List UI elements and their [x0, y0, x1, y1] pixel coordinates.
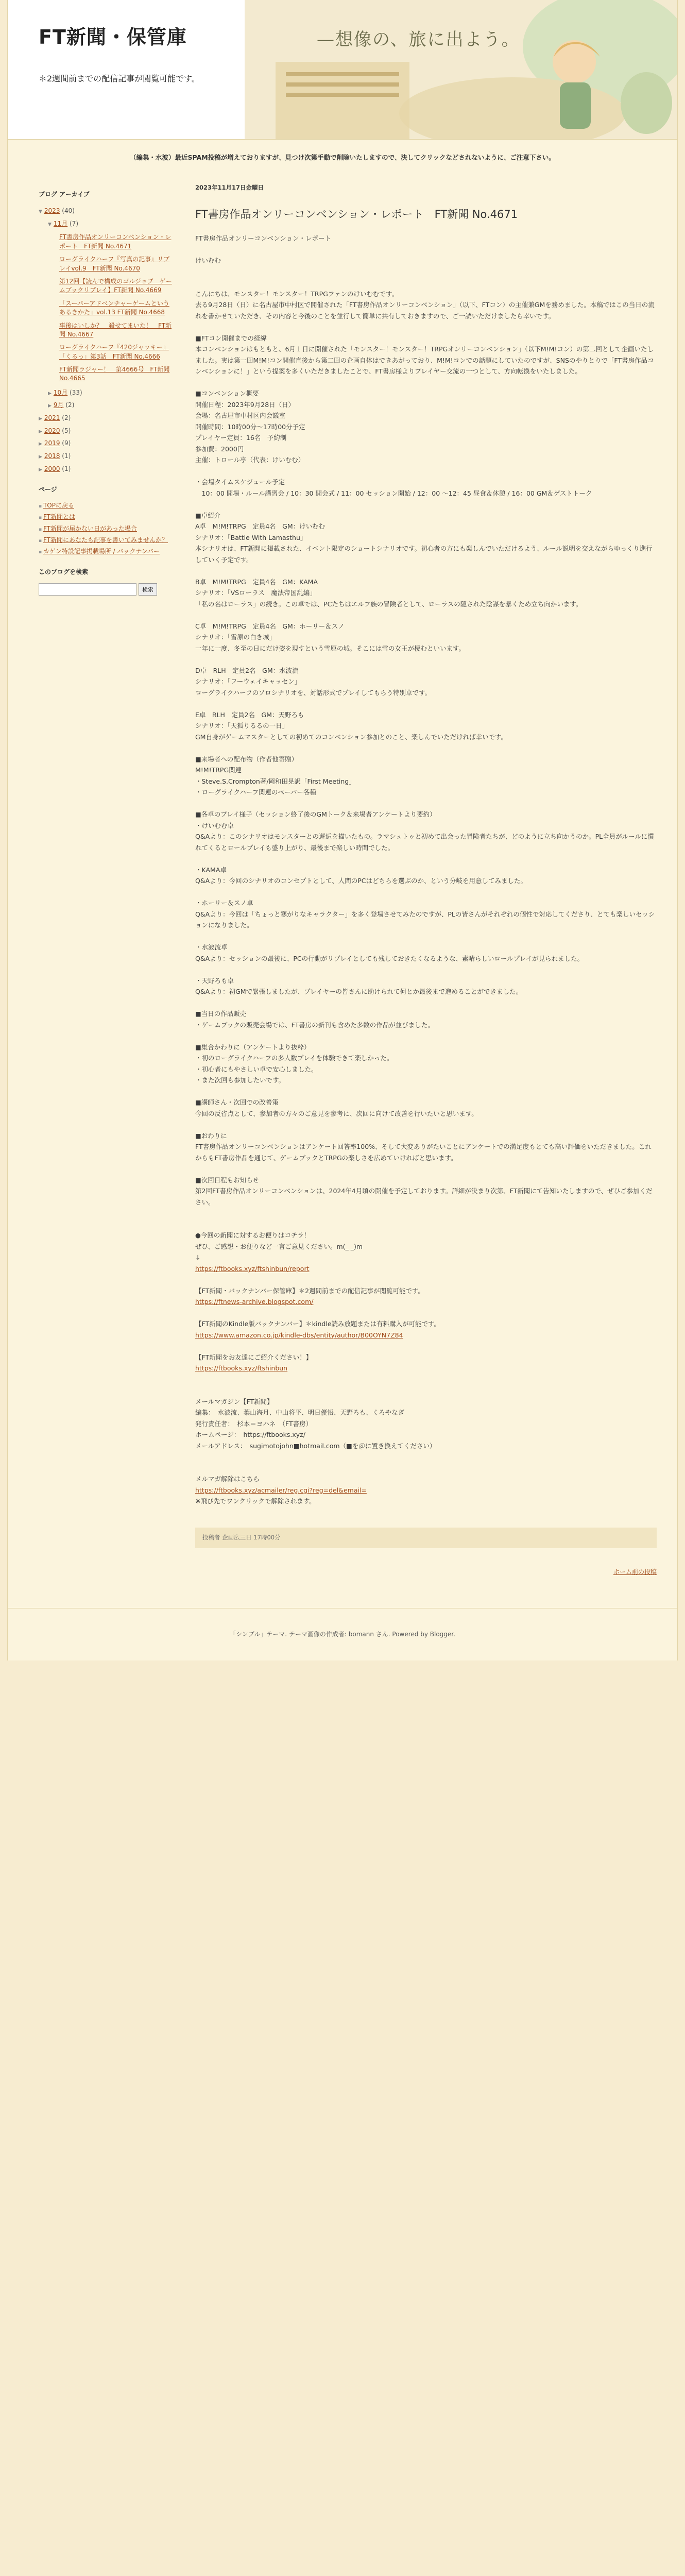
archive-month[interactable] [39, 218, 173, 229]
body-line: 主催：トロール亭（代表：けいむむ） [195, 456, 305, 464]
body-line: 開催日程：2023年9月28日（日） [195, 400, 295, 409]
body-link[interactable]: https://ftnews-archive.blogspot.com/ [195, 1298, 314, 1306]
body-line [195, 798, 657, 809]
archive-year[interactable] [39, 413, 173, 423]
body-line: Q&Aより：今回は「ちょっと寒がりなキャラクター」を多く登場させてみたのですが、PLの皆さんがそれぞれの個性で対応してくださり、とても楽しいセッションになりました。 [195, 910, 655, 929]
body-line [195, 742, 657, 754]
body-line: C卓 M!M!TRPG 定員4名 GM：ホーリー＆スノ [195, 622, 345, 630]
archive-post-item [39, 233, 173, 251]
sidebar [39, 179, 180, 1578]
body-line [195, 565, 657, 577]
body-line: Q&Aより：今回のシナリオのコンセプトとして、人間のPCはどちらを選ぶのか、という分岐を用意してみました。 [195, 877, 527, 885]
body-line: メールマガジン【FT新聞】 [195, 1397, 273, 1405]
body-link[interactable]: https://www.amazon.co.jp/kindle-dbs/entity/author/B00OYN7Z84 [195, 1331, 403, 1339]
body-line: ■当日の作品販売 [195, 1010, 247, 1018]
post-title[interactable]: FT書房作品オンリーコンベンション・レポート FT新聞 No.4671 [195, 208, 518, 221]
body-line [195, 1451, 657, 1463]
toggle-icon[interactable]: ▶ [39, 454, 42, 460]
archive-post-link[interactable]: FT書房作品オンリーコンベンション・レポート FT新聞 No.4671 [59, 233, 172, 250]
post-body [195, 233, 657, 1507]
body-line: ・会場タイムスケジュール予定 [195, 478, 285, 486]
body-line: ・初のローグライクハーフの多人数プレイを体験できて楽しかった。 [195, 1054, 393, 1062]
body-line: ぜひ、ご感想・お便りなど一言ご意見ください。m(_ _)m [195, 1242, 363, 1250]
body-line: プレイヤー定員：16名 予約制 [195, 434, 287, 442]
body-link[interactable]: https://ftbooks.xyz/ftshinbun/report [195, 1264, 310, 1273]
archive-link[interactable]: 2020 [44, 427, 60, 434]
toggle-icon[interactable]: ▶ [48, 403, 52, 409]
toggle-icon[interactable]: ▼ [39, 209, 42, 215]
page-link[interactable]: FT新聞が届かない日があった場合 [43, 524, 137, 532]
archive-count: (2) [60, 414, 71, 422]
body-line [195, 1330, 657, 1341]
body-line: ■来場者への配布物（作者他寄贈） [195, 755, 298, 763]
blog-header [8, 0, 677, 140]
toggle-icon[interactable]: ▶ [39, 442, 42, 447]
home-link[interactable]: ホーム [613, 1568, 632, 1575]
search-input[interactable] [39, 583, 136, 596]
body-line [195, 1341, 657, 1352]
body-line [195, 887, 657, 898]
archive-post-item [39, 365, 173, 383]
body-line: ■コンベンション概要 [195, 389, 259, 398]
body-line: ローグライクハーフのソロシナリオを、対話形式でプレイしてもらう特別卓です。 [195, 688, 432, 697]
body-line [195, 244, 657, 256]
page-link[interactable]: FT新聞にあなたも記事を書いてみませんか？ [43, 536, 168, 544]
body-line: 一年に一度、冬至の日にだけ姿を現すという雪原の城。そこには雪の女王が棲むといいます。 [195, 644, 466, 652]
spam-notice: （編集・水波）最近SPAM投稿が増えておりますが、見つけ次第手動で削除いたしますので、決してクリックなどされないように、ご注意下さい。 [130, 154, 555, 161]
body-line: ・KAMA卓 [195, 866, 227, 874]
body-line: ・また次回も参加したいです。 [195, 1076, 285, 1084]
body-line: シナリオ：「Battle With Lamasthu」 [195, 533, 307, 541]
body-line: FT書房作品オンリーコンベンションはアンケート回答率100%、そして大変ありがたいことにアンケートでの満足度もとても高い評価をいただきました。これからもFT書房作品を通じて、ゲームブックとTRPGの楽しさを広めていければと思います。 [195, 1143, 652, 1162]
body-line: M!M!TRPG関連 [195, 766, 242, 774]
body-line: ・Steve.S.Crompton著/岡和田晃訳「First Meeting」 [195, 777, 355, 785]
body-line: ■おわりに [195, 1131, 227, 1140]
body-line: シナリオ：「VSローラス 魔法帝国乱編」 [195, 589, 316, 597]
page [7, 0, 678, 1660]
archive-year[interactable] [39, 426, 173, 436]
archive-count: (7) [67, 219, 79, 227]
body-line: ・天野ろも卓 [195, 976, 234, 985]
body-line [195, 1219, 657, 1230]
body-line [195, 1385, 657, 1396]
body-line: ■各卓のプレイ様子（セッション終了後のGMトーク＆来場者アンケートより要約） [195, 810, 436, 819]
body-line: Q&Aより：このシナリオはモンスターとの邂逅を描いたもの。ラマシュトゥと初めて出会った冒険者たちが、どのように立ち向かうのか。PL全員がルールに慣れてくるとロールプレイも盛り上がり、最後まで楽しい時間でした。 [195, 833, 654, 852]
body-line [195, 499, 657, 510]
body-line: 開催時間：10時00分〜17時00分予定 [195, 422, 305, 431]
body-line: ※飛び先でワンクリックで解除されます。 [195, 1497, 316, 1505]
body-line [195, 1274, 657, 1285]
body-line: シナリオ：「天狐りるるの一日」 [195, 722, 289, 730]
body-line: ・初心者にもやさしい卓で安心しました。 [195, 1065, 318, 1073]
archive-post-link[interactable]: 第12回【読んで構成のゴルジョブ ゲームブックリプレイ】FT新聞 No.4669 [59, 277, 172, 294]
body-line: ・けいむむ卓 [195, 821, 234, 829]
body-line: 今回の反省点として、参加者の方々のご意見を参考に、次回に向けて改善を行いたいと思います。 [195, 1109, 478, 1117]
body-line: シナリオ：「雪原の白き城」 [195, 633, 276, 641]
archive-post-link[interactable]: 「スーパーアドベンチャーゲームというあるきかた」vol.13 FT新聞 No.4668 [59, 299, 169, 316]
body-line: 第2回FT書房作品オンリーコンベンションは、2024年4月頃の開催を予定しております。詳細が決まり次第、FT新聞にて告知いたしますので、ぜひご参加ください。 [195, 1187, 653, 1206]
body-line [195, 698, 657, 709]
body-link[interactable]: https://ftbooks.xyz/acmailer/reg.cgi?reg=del&email= [195, 1486, 367, 1494]
body-line: 【FT新聞・バックナンバー保管庫】＊2週間前までの配信記事が閲覧可能です。 [195, 1286, 425, 1295]
page-item [39, 536, 173, 545]
archive-post-link[interactable]: ローグライクハーフ『420ジャッキー』「くるっ」第3話 FT新聞 No.4666 [59, 344, 169, 360]
body-line: ・ローグライクハーフ関連のペーパー各種 [195, 788, 316, 796]
body-line: ・ホーリー＆スノ卓 [195, 899, 253, 907]
body-line: ■FTコン開催までの経緯 [195, 334, 267, 342]
body-line [195, 1263, 657, 1275]
body-line: シナリオ：「フーウェイキャッセン」 [195, 677, 301, 686]
body-line [195, 1296, 657, 1308]
body-line: 本コンベンションはもともと、6月１日に開催された「モンスター！モンスター！TRPGオンリーコンベンション」（以下M!M!コン）の第二回として企画いたしました。実は第一回M!M!コン開催直後から第二回の企画自体はできあがっており、M!M!コンでの話題にしていたのですが、SNSのやりとりで「FT書房作品コンベンションに！」という提案を多くいただきましたことで、FT書房様よりプレイヤー交流の一つとして、方向転換をいたしました。 [195, 345, 654, 376]
body-line: メールアドレス： sugimotojohn■hotmail.com（■を＠に置き換えてください） [195, 1442, 436, 1450]
body-line [195, 997, 657, 1009]
body-line [195, 1030, 657, 1042]
body-line [195, 1308, 657, 1319]
archive-link[interactable]: 10月 [53, 388, 68, 396]
archive-post-link[interactable]: ローグライクハーフ『写真の記事』リプレイvol.9 FT新聞 No.4670 [59, 256, 170, 272]
body-line [195, 1086, 657, 1097]
body-line [195, 1119, 657, 1130]
body-line: ■講師さん・次回での改善策 [195, 1098, 279, 1107]
body-line [195, 931, 657, 942]
archive-link[interactable]: 9月 [53, 401, 64, 409]
body-line: 本シナリオは、FT新聞に掲載された、イベント限定のショートシナリオです。初心者の方にも楽しんでいただけるよう、ルール説明を交えながらゆっくり進行していく予定です。 [195, 545, 653, 564]
toggle-icon[interactable]: ▶ [39, 429, 42, 434]
body-line: ・水波流卓 [195, 943, 228, 952]
body-line [195, 1374, 657, 1385]
blog-description: ＊2週間前までの配信記事が閲覧可能です。 [39, 74, 200, 84]
archive-post-item [39, 343, 173, 361]
body-line: 「私の名はローラス」の続き。この卓では、PCたちはエルフ族の冒険者として、ローラスの隠された陰謀を暴くため立ち向かいます。 [195, 600, 583, 608]
post-date: 2023年11月17日金曜日 [195, 183, 264, 191]
body-line: 会場：名古屋市中村区内会議室 [195, 412, 286, 420]
search-button[interactable]: 検索 [139, 583, 157, 596]
pages-list [39, 501, 173, 556]
search-heading: このブログを検索 [39, 568, 89, 575]
body-line [195, 377, 657, 388]
archive-year[interactable] [39, 438, 173, 449]
body-line: メルマガ解除はこちら [195, 1475, 260, 1483]
toggle-icon[interactable]: ▶ [48, 391, 52, 396]
body-link[interactable]: https://ftbooks.xyz/ftshinbun [195, 1364, 288, 1372]
body-line: ・ゲームブックの販売会場では、FT書房の新刊も含めた多数の作品が並びました。 [195, 1021, 434, 1029]
pages-heading: ページ [39, 486, 57, 494]
archive-post-link[interactable]: FT新聞ラジャー！ 第4666号 FT新聞 No.4665 [59, 366, 170, 382]
body-line: ●今回の新聞に対するお便りはコチラ！ [195, 1231, 311, 1240]
archive-post-link[interactable]: 事後はいしか？ 殺せてまいた！ FT新聞 No.4667 [59, 321, 172, 338]
archive-post-item [39, 255, 173, 273]
page-link[interactable]: カゲン特設記事掲載場所 / バックナンバー [43, 548, 160, 555]
body-line: Q&Aより：セッションの最後に、PCの行動がリプレイとしても残しておきたくなるような、素晴らしいロールプレイが見られました。 [195, 954, 584, 962]
archive-month[interactable] [39, 387, 173, 398]
header-illustration [245, 0, 677, 139]
post-footer: 投稿者 企画広三日 17時00分 [195, 1528, 657, 1548]
body-line [195, 1163, 657, 1175]
archive-year[interactable] [39, 206, 173, 216]
body-line: 10：00 開場・ルール講習会 / 10：30 開会式 / 11：00 セッション開始 / 12：00 〜12：45 昼食＆休憩 / 16：00 GM＆ゲストトーク [195, 489, 592, 497]
page-link[interactable]: FT新聞とは [43, 513, 75, 521]
archive-link[interactable]: 2000 [44, 465, 60, 472]
body-line: 発行責任者： 杉本＝ヨハネ （FT書房） [195, 1419, 313, 1428]
body-line: D卓 RLH 定員2名 GM：水波流 [195, 666, 299, 674]
archive-year[interactable] [39, 451, 173, 462]
body-line: ■集合かわりに（アンケートより抜粋） [195, 1043, 311, 1051]
archive-count: (33) [67, 388, 82, 396]
body-line: B卓 M!M!TRPG 定員4名 GM：KAMA [195, 578, 318, 586]
body-line: GM自身がゲームマスターとしての初めてのコンベンション参加とのこと、楽しんでいただければ幸いです。 [195, 733, 508, 741]
body-line [195, 1463, 657, 1474]
body-line [195, 853, 657, 865]
archive-count: (1) [60, 452, 71, 460]
post-navigation [195, 1567, 657, 1578]
body-line [195, 321, 657, 333]
body-line [195, 277, 657, 289]
archive-count: (1) [60, 465, 71, 472]
body-line: 参加費：2000円 [195, 445, 244, 453]
body-line [195, 964, 657, 975]
body-line [195, 266, 657, 278]
body-line: けいむむ [195, 257, 221, 265]
page-item [39, 524, 173, 533]
archive-post-item [39, 299, 173, 317]
body-line [195, 1485, 657, 1496]
toggle-icon[interactable]: ▶ [39, 416, 42, 422]
archive-count: (5) [60, 427, 71, 434]
body-line: 編集： 水波流、葉山海月、中山将平、明日優悟、天野ろも、くろやなぎ [195, 1409, 405, 1417]
page-item [39, 513, 173, 521]
body-line: 【FT新聞のKindle版バックナンバー】＊kindle読み放題または有料購入が可能です。 [195, 1320, 441, 1328]
toggle-icon[interactable]: ▼ [48, 222, 52, 227]
page-item [39, 501, 173, 510]
page-link[interactable]: TOPに戻る [43, 501, 74, 509]
body-line: FT書房作品オンリーコンベンション・レポート [195, 234, 332, 243]
blog-footer: 「シンプル」テーマ. テーマ画像の作成者: bomann さん. Powered by Blogger. [8, 1608, 677, 1660]
archive-count: (9) [60, 439, 71, 447]
body-line [195, 654, 657, 665]
search-box [39, 583, 173, 596]
archive-link[interactable]: 2018 [44, 452, 60, 460]
archive-count: (40) [60, 207, 75, 215]
archive-year[interactable] [39, 464, 173, 474]
older-post-link[interactable]: 前の投稿 [631, 1568, 657, 1575]
body-line [195, 466, 657, 477]
page-item [39, 547, 173, 556]
archive-post-item [39, 321, 173, 340]
blog-archive [39, 206, 173, 474]
body-line: ■次回日程もお知らせ [195, 1176, 259, 1184]
body-line [195, 1208, 657, 1219]
body-line: 【FT新聞をお友達にご紹介ください！】 [195, 1353, 313, 1361]
blog-title[interactable]: FT新聞・保管庫 [39, 26, 187, 48]
main-content [180, 179, 657, 1578]
archive-link[interactable]: 2019 [44, 439, 60, 447]
archive-heading: ブログ アーカイブ [39, 190, 90, 198]
body-line: E卓 RLH 定員2名 GM：天野ろも [195, 710, 304, 719]
toggle-icon[interactable]: ▶ [39, 467, 42, 472]
body-line [195, 1363, 657, 1374]
header-tagline: —想像の、旅に出よう。 [317, 29, 520, 50]
body-line: こんにちは、モンスター！モンスター！TRPGファンのけいむむです。 [195, 290, 399, 298]
archive-post-item [39, 277, 173, 295]
archive-month[interactable] [39, 400, 173, 411]
body-line: ■卓紹介 [195, 511, 221, 519]
body-line: ↓ [195, 1253, 201, 1262]
archive-count: (2) [63, 401, 75, 409]
body-line: ホームページ： https://ftbooks.xyz/ [195, 1431, 305, 1439]
body-line: Q&Aより：初GMで緊張しましたが、プレイヤーの皆さんに助けられて何とか最後まで進めることができました。 [195, 988, 522, 996]
body-line: A卓 M!M!TRPG 定員4名 GM：けいむむ [195, 522, 326, 531]
archive-link[interactable]: 2023 [44, 207, 60, 215]
body-line [195, 609, 657, 621]
archive-link[interactable]: 2021 [44, 414, 60, 422]
body-line: 去る9月28日（日）に名古屋市中村区で開催された「FT書房作品オンリーコンベンション」（以下、FTコン）の主催兼GMを務めました。本稿ではこの当日の流れを書かせていただき、その内容と今後のことを並行して簡単に共有しておきますので、ご一読いただけましたら幸いです。 [195, 301, 655, 320]
archive-link[interactable]: 11月 [53, 219, 68, 227]
